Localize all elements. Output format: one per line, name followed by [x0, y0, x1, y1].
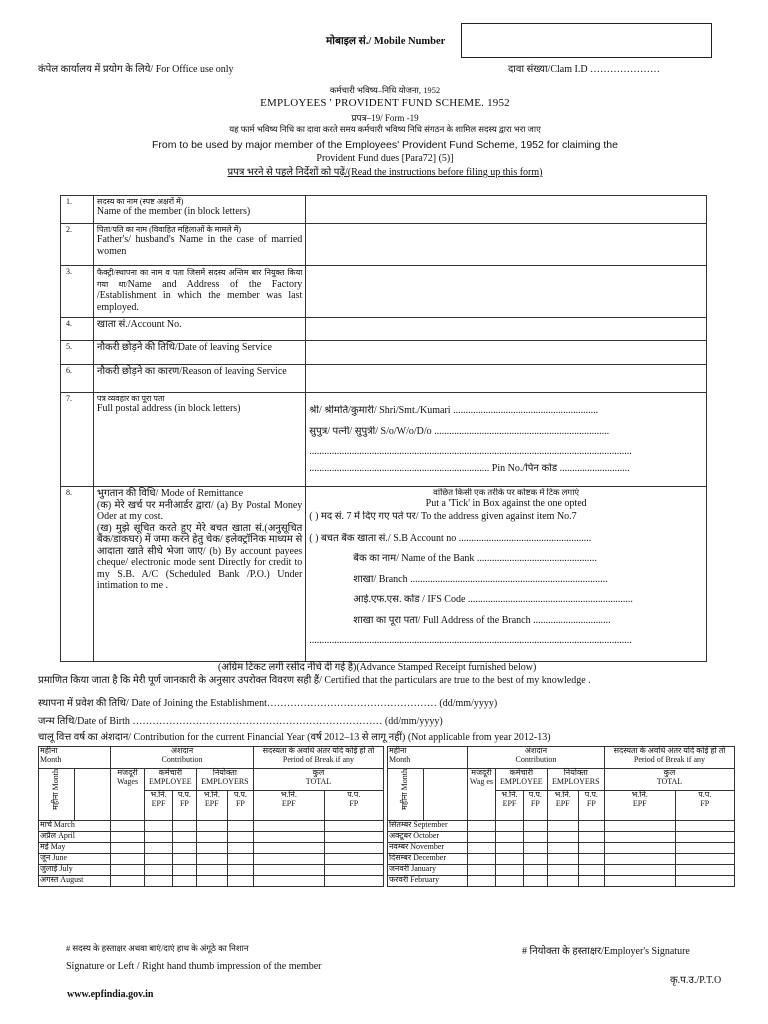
- wages-header: मजदूरी Wages: [111, 769, 145, 821]
- table-header-row: [39, 769, 735, 791]
- row-label: सदस्य का नाम (स्पष्ट अक्षरों में) Name of the member (in block letters): [93, 196, 305, 224]
- contribution-table: [38, 746, 735, 887]
- total-header: कुल TOTAL: [253, 769, 383, 791]
- table-row: [39, 854, 735, 865]
- postal-address-field[interactable]: [306, 393, 707, 487]
- form-row: [61, 487, 707, 662]
- member-details-table: [60, 195, 707, 662]
- instructions-note: [120, 167, 650, 179]
- bank-name-field[interactable]: बैंक का नाम/ Name of the Bank ................................................: [353, 553, 597, 565]
- website-link[interactable]: www.epfindia.gov.in: [67, 989, 154, 1000]
- month-cell: नवम्बर November: [387, 843, 467, 854]
- fp-header: प.प. FP: [675, 791, 734, 821]
- row-label: खाता सं./Account No.: [93, 318, 305, 341]
- row-label: नौकरी छोड़ने की तिथि/Date of leaving Service: [93, 341, 305, 365]
- option-bank-checkbox[interactable]: ( ) बचत बैंक खाता सं./ S.B Account no .....................................................: [309, 532, 592, 544]
- form-purpose-para: Provident Fund dues [Para72] (5)]: [316, 153, 454, 164]
- break-header: सदस्यता के अवधि अंतर यदि कोई हो तो Period of Break if any: [604, 747, 734, 769]
- branch-address-continuation[interactable]: .................................................................................................................................: [309, 635, 632, 647]
- table-row: [39, 865, 735, 876]
- total-header: कुल TOTAL: [604, 769, 734, 791]
- row-label: फैक्ट्री/स्थापना का नाम व पता जिसमें सदस्य अन्तिम बार नियुक्त किया गया था/Name and Address of the Factory /Establishment in which the member was last employed.: [93, 266, 305, 318]
- table-row: [39, 843, 735, 854]
- form-row: [61, 224, 707, 266]
- mobile-number-field[interactable]: [461, 23, 712, 58]
- row-number: 5.: [61, 341, 94, 365]
- certification-statement: प्रमाणित किया जाता है कि मेरी पूर्ण जानकारी के अनुसार उपरोक्त विवरण सही हैं/ Certified that the particulars are true to the best of my knowledge .: [38, 675, 591, 686]
- month-cell: फरवरी February: [387, 876, 467, 887]
- month-cell: दिसम्बर December: [387, 854, 467, 865]
- employers-header: नियोक्ता EMPLOYERS: [196, 769, 253, 791]
- month-vertical-label: महीना Month: [39, 769, 75, 821]
- tick-instruction-hindi: वांछित किसी एक तरीके पर कोष्टक में टिक लगाएं: [433, 488, 580, 497]
- month-header: महीना Month: [387, 747, 467, 769]
- establishment-address-field[interactable]: [306, 266, 707, 318]
- row-number: 2.: [61, 224, 94, 266]
- epf-header: भ.नि. EPF: [547, 791, 578, 821]
- table-row: [39, 832, 735, 843]
- mobile-number-label: मोबाइल सं./ Mobile Number: [326, 36, 446, 47]
- account-number-field[interactable]: [306, 318, 707, 341]
- row-label: पत्र व्यवहार का पूरा पता Full postal address (in block letters): [93, 393, 305, 487]
- date-of-birth-field[interactable]: जन्म तिथि/Date of Birth ………………………………………………………………… (dd/mm/yyyy): [38, 716, 443, 727]
- month-vertical-label: महीना Month: [387, 769, 423, 821]
- row-number: 4.: [61, 318, 94, 341]
- fp-header: प.प. FP: [227, 791, 253, 821]
- table-header-row: [39, 747, 735, 769]
- month-cell: अप्रैल April: [39, 832, 111, 843]
- row-label: नौकरी छोड़ने का कारण/Reason of leaving Service: [93, 365, 305, 393]
- tick-instruction: Put a 'Tick' in Box against the one opted: [425, 497, 587, 509]
- row-label: भुगतान की विधि/ Mode of Remittance (क) मेरे खर्च पर मनीआर्डर द्वारा/ (a) By Postal Money Oder at my cost. (ख) मुझे सूचित करते हुए मेरे बचत खाता सं.(अनुसूचित बैंक/डाकघर) में जमा करने हेतु चेक/ इलेक्ट्रॉनिक माध्यम से आदाता खाते सीधे भेजा जाए/ (b) By account payees cheque/ electronic mode sent Directly for credit to my S.B. A/C (Scheduled Bank /P.O.) Under intimation to me .: [93, 487, 305, 662]
- form-row: [61, 196, 707, 224]
- wages-header: मजदूरी Wag es: [467, 769, 495, 821]
- fp-header: प.प. FP: [324, 791, 383, 821]
- contribution-heading: चालू वित्त वर्ष का अंशदान/ Contribution for the current Financial Year (वर्ष 2012–13 से लागू नहीं) (Not applicable from year 2012-13): [38, 732, 551, 743]
- ifs-code-field[interactable]: आई.एफ.एस. कोड / IFS Code ..................................................................: [353, 594, 633, 606]
- form-row: [61, 341, 707, 365]
- contribution-header: अंशदान Contribution: [111, 747, 254, 769]
- member-signature-label: Signature or Left / Right hand thumb impression of the member: [66, 961, 322, 972]
- address-line[interactable]: .................................................................................................................................: [309, 446, 632, 457]
- form-row: [61, 266, 707, 318]
- employee-header: कर्मचारी EMPLOYEE: [145, 769, 197, 791]
- option-address-checkbox[interactable]: ( ) मद सं. 7 में दिए गए पते पर/ To the address given against item No.7: [309, 511, 577, 523]
- form-row: [61, 318, 707, 341]
- branch-address-field[interactable]: शाखा का पूरा पता/ Full Address of the Branch ...............................: [353, 614, 611, 626]
- row-number: 6.: [61, 365, 94, 393]
- month-cell: अगस्त August: [39, 876, 111, 887]
- leaving-date-field[interactable]: [306, 341, 707, 365]
- employee-header: कर्मचारी EMPLOYEE: [495, 769, 547, 791]
- row-number: 1.: [61, 196, 94, 224]
- fp-header: प.प. FP: [524, 791, 548, 821]
- contribution-header: अंशदान Contribution: [467, 747, 604, 769]
- month-cell: अक्टूबर October: [387, 832, 467, 843]
- date-of-joining-field[interactable]: स्थापना में प्रवेश की तिथि/ Date of Joining the Establishment…………………………………………… (dd/mm/yyyy): [38, 698, 498, 709]
- name-line[interactable]: श्री/ श्रीमति/कुमारी/ Shri/Smt./Kumari ..........................................................: [309, 405, 599, 416]
- row-number: 3.: [61, 266, 94, 318]
- form-row: [61, 393, 707, 487]
- form-number: प्रपत्र–19/ Form -19: [351, 113, 419, 123]
- pin-line[interactable]: ........................................................................ Pin No./पिन कोड ............................: [309, 462, 630, 474]
- form-purpose: From to be used by major member of the Employees' Provident Fund Scheme, 1952 for claiming the: [152, 139, 618, 151]
- row-number: 7.: [61, 393, 94, 487]
- form-row: [61, 365, 707, 393]
- member-name-field[interactable]: [306, 196, 707, 224]
- month-cell: मार्च March: [39, 821, 111, 832]
- table-row: [39, 821, 735, 832]
- employers-header: नियोक्ता EMPLOYERS: [547, 769, 604, 791]
- row-number: 8.: [61, 487, 94, 662]
- row-label: पिता/पति का नाम (विवाहित महिलाओं के मामले में) Father's/ husband's Name in the case of married women: [93, 224, 305, 266]
- month-cell: जनवरी January: [387, 865, 467, 876]
- epf-header: भ.नि. EPF: [145, 791, 173, 821]
- fp-header: प.प. FP: [578, 791, 604, 821]
- employer-signature-label: # नियोक्ता के हस्ताक्षर/Employer's Signature: [522, 946, 690, 957]
- epf-header: भ.नि. EPF: [604, 791, 675, 821]
- table-row: [39, 876, 735, 887]
- month-cell: जून June: [39, 854, 111, 865]
- member-signature-label-hindi: # सदस्य के हस्ताक्षर अथवा बाएं/दाएं हाथ के अंगूठे का निशान: [66, 943, 249, 953]
- leaving-reason-field[interactable]: [306, 365, 707, 393]
- epf-header: भ.नि. EPF: [253, 791, 324, 821]
- advance-receipt-note: (अग्रिम टिकट लगी रसीद नीचे दी गई है)(Advance Stamped Receipt furnished below): [218, 662, 537, 673]
- month-cell: जुलाई July: [39, 865, 111, 876]
- epf-header: भ.नि. EPF: [495, 791, 523, 821]
- branch-field[interactable]: शाखा/ Branch ...............................................................................: [353, 573, 608, 585]
- month-header: महीना Month: [39, 747, 111, 769]
- relation-line[interactable]: सुपुत्र/ पत्नी/ सुपुत्री/ S/o/W/o/D/o ......................................................................: [309, 425, 610, 437]
- break-header: सदस्यता के अवधि अंतर यदि कोई हो तो Period of Break if any: [253, 747, 383, 769]
- instructions-note-hindi: प्रपत्र भरने से पहले निर्देशों को पढ़ें/: [227, 167, 348, 178]
- fp-header: प.प. FP: [173, 791, 197, 821]
- epf-header: भ.नि. EPF: [196, 791, 227, 821]
- remittance-mode-field: [306, 487, 707, 662]
- father-husband-name-field[interactable]: [306, 224, 707, 266]
- scheme-title: EMPLOYEES ' PROVIDENT FUND SCHEME. 1952: [260, 97, 510, 109]
- office-use-label: कंपेल कार्यालय में प्रयोग के लिये/ For Office use only: [38, 64, 234, 75]
- month-cell: सितम्बर September: [387, 821, 467, 832]
- scheme-title-hindi: कर्मचारी भविष्य–निधि योजना, 1952: [329, 85, 441, 95]
- pto-label: कृ.प.उ./P.T.O: [670, 975, 722, 986]
- month-cell: मई May: [39, 843, 111, 854]
- claim-id-label: दावा संख्या/Clam I.D …………………: [508, 64, 661, 75]
- instructions-note-english: (Read the instructions before filing up this form): [347, 167, 543, 178]
- form-purpose-hindi: यह फार्म भविष्य निधि का दावा करते समय कर्मचारी भविष्य निधि संगठन के शामिल सदस्य द्वारा भरा जाए: [229, 124, 541, 134]
